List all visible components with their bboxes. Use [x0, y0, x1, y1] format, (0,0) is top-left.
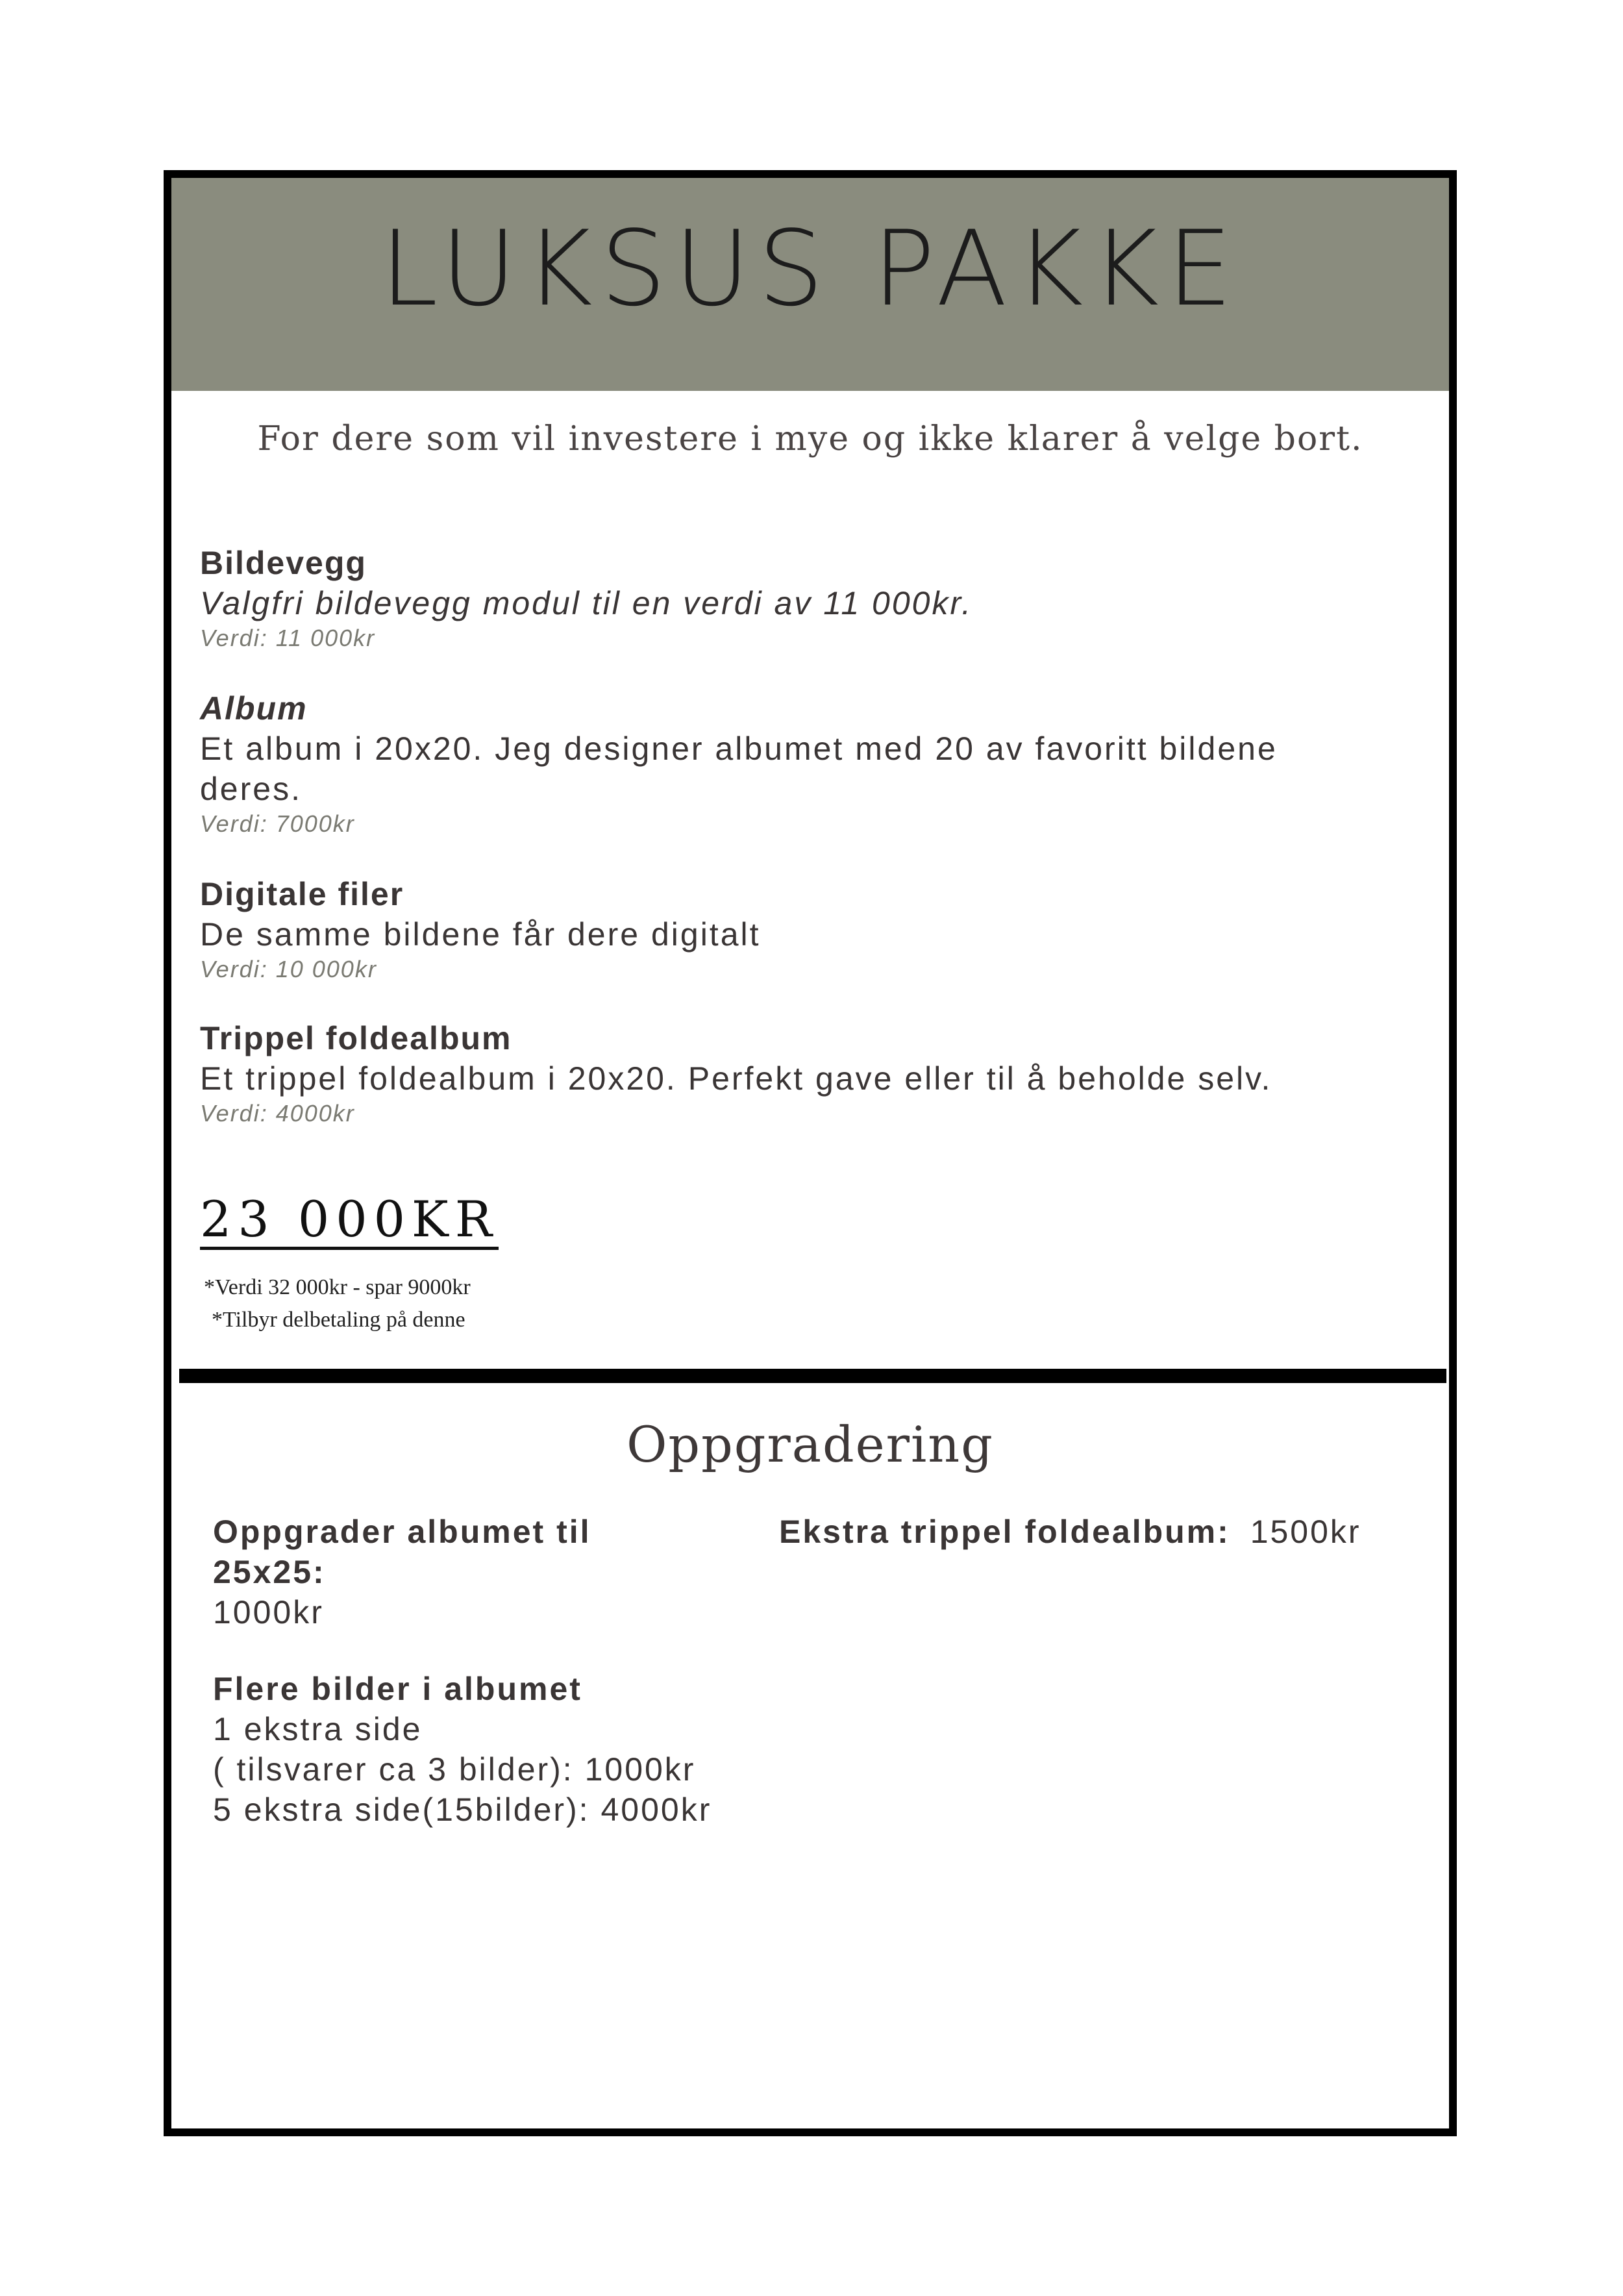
header-banner: [171, 178, 1449, 391]
item-title: Bildevegg: [200, 545, 367, 581]
package-price: 23 000KR: [200, 1195, 499, 1250]
section-divider: [179, 1369, 1446, 1383]
item-description: De samme bildene får dere digitalt: [200, 916, 761, 953]
item-description: Et album i 20x20. Jeg designer albumet med 20 av favoritt bildene: [200, 730, 1278, 767]
upgrade-title: Oppgradering: [626, 1416, 994, 1473]
upgrade-label: Flere bilder i albumet: [213, 1671, 582, 1707]
upgrade-line: 1 ekstra side: [213, 1711, 423, 1747]
item-digitale-filer: [200, 874, 1401, 984]
upgrade-album-size: [213, 1512, 706, 1632]
item-description-cont: deres.: [200, 771, 302, 807]
item-album: [200, 688, 1401, 839]
page-title: LUKSUS PAKKE: [380, 208, 1241, 329]
item-value: Verdi: 10 000kr: [200, 956, 377, 982]
note-value: *Verdi 32 000kr - spar 9000kr: [204, 1275, 471, 1299]
upgrade-label: Ekstra trippel foldealbum:: [779, 1514, 1230, 1550]
upgrade-price: 1000kr: [213, 1594, 324, 1630]
item-title: Trippel foldealbum: [200, 1020, 512, 1056]
item-value: Verdi: 4000kr: [200, 1100, 355, 1127]
page-frame: [164, 170, 1457, 2136]
item-description: Et trippel foldealbum i 20x20. Perfekt gave eller til å beholde selv.: [200, 1060, 1272, 1097]
item-bildevegg: [200, 543, 1401, 653]
subtitle: For dere som vil investere i mye og ikke klarer å velge bort.: [257, 419, 1363, 458]
item-title: Digitale filer: [200, 876, 404, 912]
upgrade-line: 5 ekstra side(15bilder): 4000kr: [213, 1791, 712, 1828]
upgrade-price: 1500kr: [1250, 1514, 1361, 1550]
upgrade-extra-foldealbum: [779, 1512, 1428, 1552]
item-description: Valgfri bildevegg modul til en verdi av 11 000kr.: [200, 585, 973, 621]
item-value: Verdi: 11 000kr: [200, 625, 376, 651]
item-title: Album: [200, 690, 308, 727]
upgrade-line: ( tilsvarer ca 3 bilder): 1000kr: [213, 1751, 696, 1788]
item-trippel-foldealbum: [200, 1018, 1401, 1129]
note-installment: *Tilbyr delbetaling på denne: [212, 1308, 465, 1332]
upgrade-label-cont: 25x25:: [213, 1554, 326, 1590]
upgrade-more-pictures: [213, 1669, 992, 1830]
upgrade-label: Oppgrader albumet til: [213, 1514, 591, 1550]
item-value: Verdi: 7000kr: [200, 810, 355, 837]
